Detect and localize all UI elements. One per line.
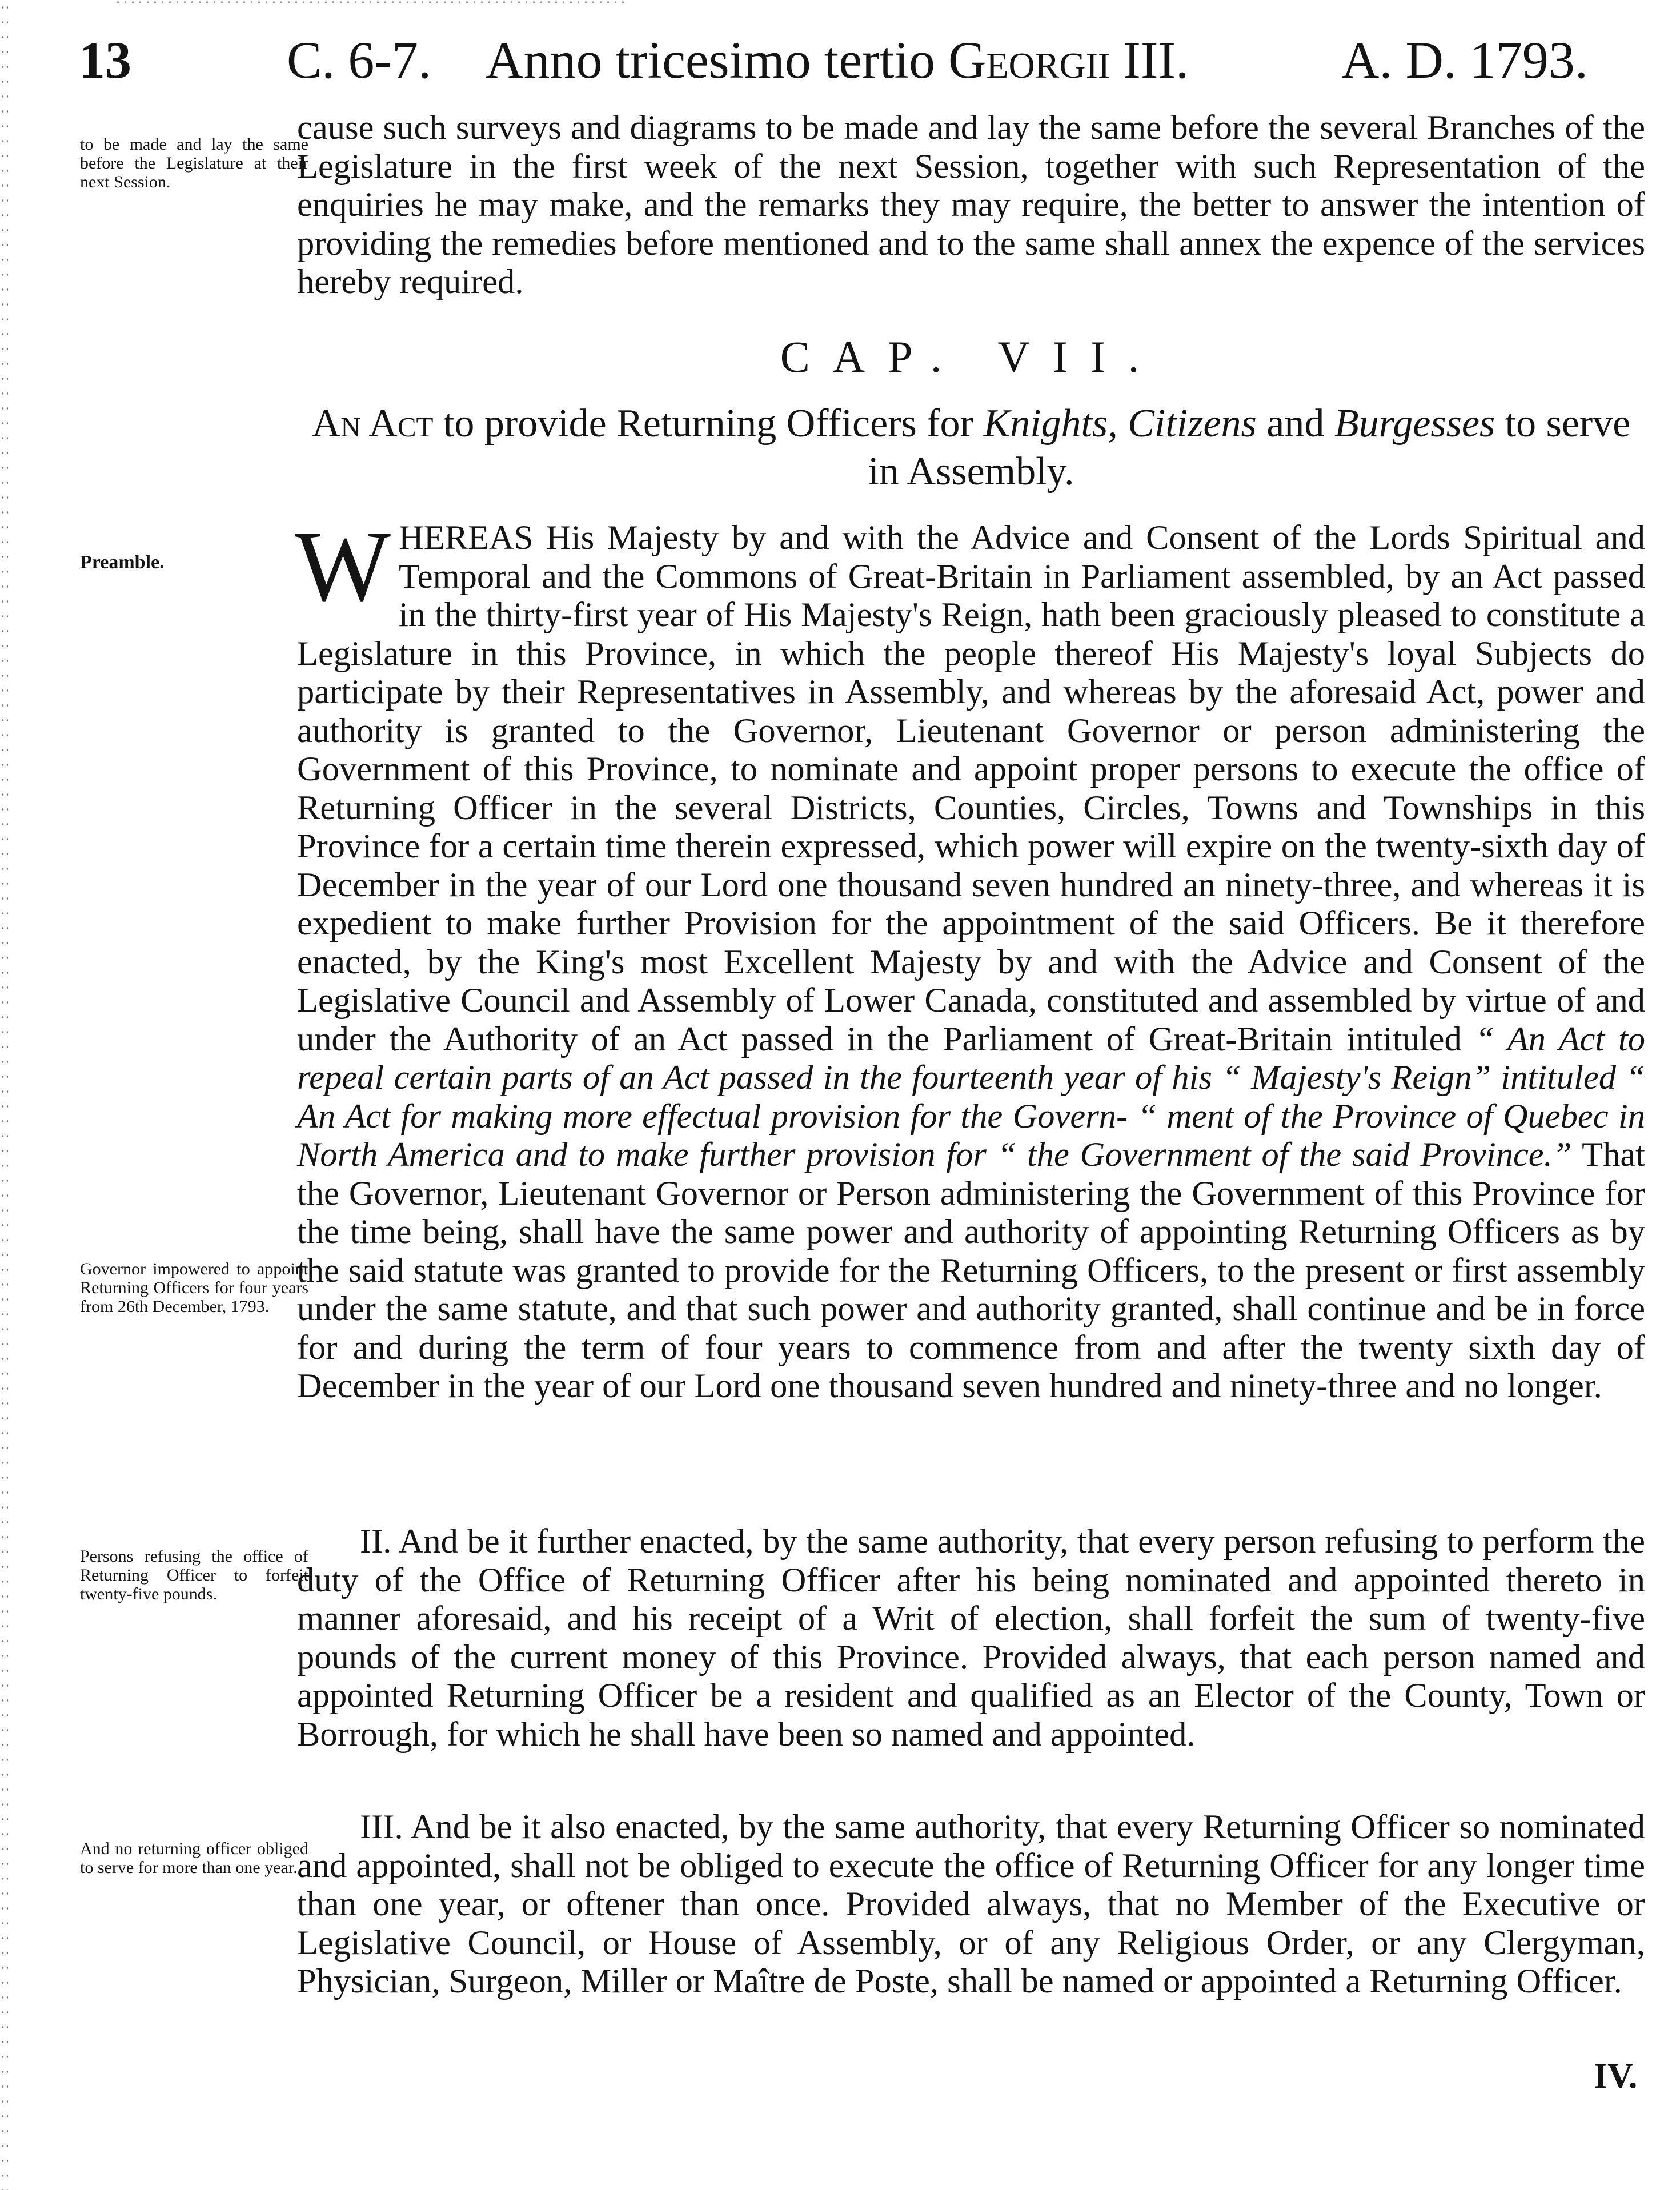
drop-cap: W xyxy=(295,510,391,623)
catchword: IV. xyxy=(1594,2057,1638,2096)
monarch-name: Georgii III. xyxy=(948,31,1189,89)
preamble-text-part1: HEREAS His Majesty by and with the Advice and Consent of the Lords Spiritual and Temporal and the Commons of Great-Britain in Parliament assembled, by an Act passed in the thirty-first year of His Majesty's Reign, hath been graciously pleased to constitute a Legislature in this Province, in which the people thereof His Majesty's loyal Subjects do participate by their Representatives in Assembly, and whereas by the aforesaid Act, power and authority is granted to the Governor, Lieutenant Governor or person administering the Government of this Province, to nominate and appoint proper persons to execute the office of Returning Officer in the several Districts, Counties, Circles, Towns and Townships in this Province for a certain time therein expressed, which power will expire on the twenty-sixth day of December in the year of our Lord one thousand seven hundred an ninety-three, and whereas it is expedient to make further Provision for the appointment of the said Officers. Be it therefore enacted, by the King's most Excellent Majesty by and with the Advice and Consent of the Legislative Council and Assembly of Lower Canada, constituted and assembled by virtue of and under the Authority of an Act passed in the Parliament of Great-Britain intituled xyxy=(297,519,1645,1058)
margin-note-preamble: Preamble. xyxy=(80,552,165,573)
act-title-prefix: An Act xyxy=(311,402,434,446)
preamble-paragraph xyxy=(295,510,1646,1406)
running-title xyxy=(486,23,1189,97)
act-title-knights: Knights, xyxy=(983,402,1118,446)
scan-top-edge-noise xyxy=(114,0,628,5)
chapter-range: C. 6-7. xyxy=(287,31,431,89)
act-title-and: and xyxy=(1266,402,1325,446)
quoted-act-title: “ An Act to repeal certain parts of an Act passed in the fourteenth year of his “ Majesty's Reign” intituled “ An Act for making more effectual provision for the Govern- “ ment of the Province of Quebec in North America and to make further provision for “ the Government of the said Province.” xyxy=(297,1020,1646,1174)
title-prefix: Anno tricesimo tertio xyxy=(486,31,935,89)
year: A. D. 1793. xyxy=(1341,31,1588,89)
chapter-heading: CAP. VII. xyxy=(780,332,1162,382)
act-title xyxy=(297,400,1645,496)
page-number: 13 xyxy=(79,31,131,89)
scan-left-edge-noise xyxy=(0,0,8,2190)
margin-note-refusing: Persons refusing the office of Returning Officer to forfeit twenty-five pounds. xyxy=(80,1547,308,1603)
act-title-burgesses: Burgesses xyxy=(1334,402,1495,446)
section-2: II. And be it further enacted, by the same authority, that every person refusing to perform the duty of the Office of Returning Officer after his being nominated and appointed thereto in manner aforesaid, and his receipt of a Writ of election, shall forfeit the sum of twenty-five pounds of the current money of this Province. Provided always, that each person named and appointed Returning Officer be a resident and qualified as an Elector of the County, Town or Borrough, for which he shall have been so named and appointed. xyxy=(297,1522,1645,1754)
act-title-citizens: Citizens xyxy=(1128,402,1257,446)
margin-note-no-returning: And no returning officer obliged to serve for more than one year. xyxy=(80,1839,308,1877)
act-title-suffix: to serve in Assembly. xyxy=(868,402,1631,494)
act-title-middle: to provide Returning Officers for xyxy=(443,402,973,446)
margin-note-surveys: to be made and lay the same before the Legislature at their next Session. xyxy=(80,135,308,191)
margin-note-governor: Governor impowered to appoint Returning Officers for four years from 26th December, 1793. xyxy=(80,1260,308,1316)
intro-paragraph: cause such surveys and diagrams to be made and lay the same before the several Branches of the Legislature in the first week of the next Session, together with such Representation of the enquiries he may make, and the remarks they may require, the better to answer the intention of providing the remedies before mentioned and to the same shall annex the expence of the services hereby required. xyxy=(297,109,1645,301)
preamble-text-part2: That the Governor, Lieutenant Governor or Person administering the Government of this Province for the time being, shall have the same power and authority of appointing Returning Officers as by the said statute was granted to provide for the Returning Officers, to the present or first assembly under the same statute, and that such power and authority granted, shall continue and be in force for and during the term of four years to commence from and after the twenty sixth day of December in the year of our Lord one thousand seven hundred and ninety-three and no longer. xyxy=(297,1136,1645,1405)
section-3: III. And be it also enacted, by the same authority, that every Returning Officer so nominated and appointed, shall not be obliged to execute the office of Returning Officer for any longer time than one year, or oftener than once. Provided always, that no Member of the Executive or Legislative Council, or House of Assembly, or of any Religious Order, or any Clergyman, Physician, Surgeon, Miller or Maître de Poste, shall be named or appointed a Returning Officer. xyxy=(297,1808,1645,2000)
